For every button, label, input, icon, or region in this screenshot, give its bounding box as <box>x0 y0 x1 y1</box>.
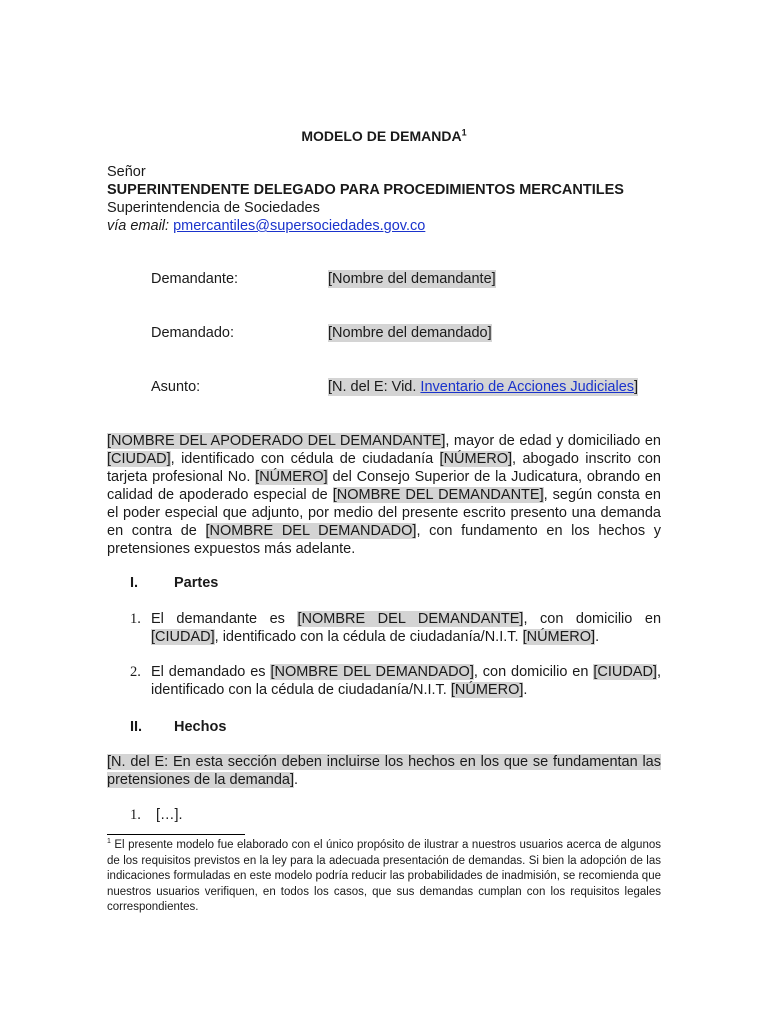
hechos-note <box>107 753 661 789</box>
placeholder-apoderado: [NOMBRE DEL APODERADO DEL DEMANDANTE] <box>107 433 446 449</box>
placeholder-numero: [NÚMERO] <box>450 682 524 698</box>
addressee-entity: Superintendencia de Sociedades <box>107 200 320 216</box>
intro-text-2: , identificado con cédula de ciudadanía <box>170 451 440 467</box>
asunto-suffix: ] <box>634 379 639 395</box>
footnote <box>107 838 661 916</box>
placeholder-demandado: [NOMBRE DEL DEMANDADO] <box>205 523 417 539</box>
inventario-acciones-link[interactable]: Inventario de Acciones Judiciales <box>420 379 635 395</box>
title-footnote-ref[interactable]: 1 <box>461 127 467 138</box>
placeholder-numero: [NÚMERO] <box>522 629 596 645</box>
list-item <box>130 663 661 699</box>
list-item-number: 1. <box>130 611 141 627</box>
footnote-separator <box>107 834 245 835</box>
addressee-position: SUPERINTENDENTE DELEGADO PARA PROCEDIMIENTOS MERCANTILES <box>107 182 624 198</box>
parte-text: , identificado con la cédula de ciudadanía/N.I.T. <box>214 629 523 645</box>
intro-text-4: del Consejo Superior de la Judicatura, obrando en calidad de apoderado especial de <box>107 469 661 503</box>
parte-text: El demandado es <box>151 664 271 680</box>
email-label: vía email: <box>107 218 170 234</box>
footnote-number: 1 <box>107 838 111 846</box>
parte-text: El demandante es <box>151 611 298 627</box>
demandante-label: Demandante: <box>151 271 239 287</box>
salutation: Señor <box>107 164 146 180</box>
list-item-number: 1. <box>130 807 141 823</box>
placeholder-demandante: [NOMBRE DEL DEMANDANTE] <box>332 487 544 503</box>
demandado-label: Demandado: <box>151 325 235 341</box>
placeholder-demandante: [NOMBRE DEL DEMANDANTE] <box>297 611 524 627</box>
parte-text: , con domicilio en <box>473 664 594 680</box>
list-item-number: 2. <box>130 664 141 680</box>
section-number: II. <box>130 719 143 735</box>
email-link[interactable]: pmercantiles@supersociedades.gov.co <box>173 218 426 234</box>
intro-text-1: , mayor de edad y domiciliado en <box>445 433 661 449</box>
parte-text: , con domicilio en <box>523 611 662 627</box>
placeholder-ciudad: [CIUDAD] <box>107 451 171 467</box>
footnote-text: El presente modelo fue elaborado con el único propósito de ilustrar a nuestros usuarios acerca de algunos de los requisitos previstos en la ley para la adecuada presentación de demandas. Si bien la adopción de las indicaciones formuladas en este modelo podría reducir las probabilidades de inadmisión, se recomienda que nuestros usuarios verifiquen, en todos los casos, que sus demandas cumplan con los requisitos legales correspondientes. <box>107 839 661 913</box>
intro-text-5: , según consta en el poder especial que adjunto, por medio del presente escrito presento una demanda en contra de <box>107 487 661 539</box>
asunto-value <box>328 378 638 396</box>
placeholder-tarjeta: [NÚMERO] <box>255 469 328 485</box>
demandante-value: [Nombre del demandante] <box>328 271 496 287</box>
title-text: MODELO DE DEMANDA <box>301 128 462 144</box>
placeholder-ciudad: [CIUDAD] <box>593 664 657 680</box>
hechos-note-end: . <box>294 772 299 788</box>
placeholder-ciudad: [CIUDAD] <box>151 629 215 645</box>
list-item-text: […]. <box>156 807 183 823</box>
list-item <box>130 610 661 646</box>
placeholder-cedula: [NÚMERO] <box>439 451 513 467</box>
asunto-label: Asunto: <box>151 379 201 395</box>
demandado-value: [Nombre del demandado] <box>328 325 492 341</box>
email-line <box>107 217 624 235</box>
list-item-text <box>151 663 661 699</box>
intro-paragraph <box>107 432 661 558</box>
parte-text: . <box>595 629 600 645</box>
list-item-text <box>151 610 661 646</box>
list-item <box>130 806 661 824</box>
placeholder-demandado: [NOMBRE DEL DEMANDADO] <box>270 664 474 680</box>
asunto-prefix: [N. del E: Vid. <box>328 379 421 395</box>
section-title: Hechos <box>174 719 227 735</box>
addressee-block <box>107 163 624 235</box>
document-title <box>0 127 768 145</box>
hechos-note-text: [N. del E: En esta sección deben incluirse los hechos en los que se fundamentan las pretensiones de la demanda] <box>107 754 661 788</box>
parte-text: , identificado con la cédula de ciudadanía/N.I.T. <box>151 664 661 698</box>
intro-text-6: , con fundamento en los hechos y pretensiones expuestos más adelante. <box>107 523 661 557</box>
section-title: Partes <box>174 575 219 591</box>
section-number: I. <box>130 575 139 591</box>
parte-text: . <box>523 682 528 698</box>
intro-text-3: , abogado inscrito con tarjeta profesional No. <box>107 451 661 485</box>
